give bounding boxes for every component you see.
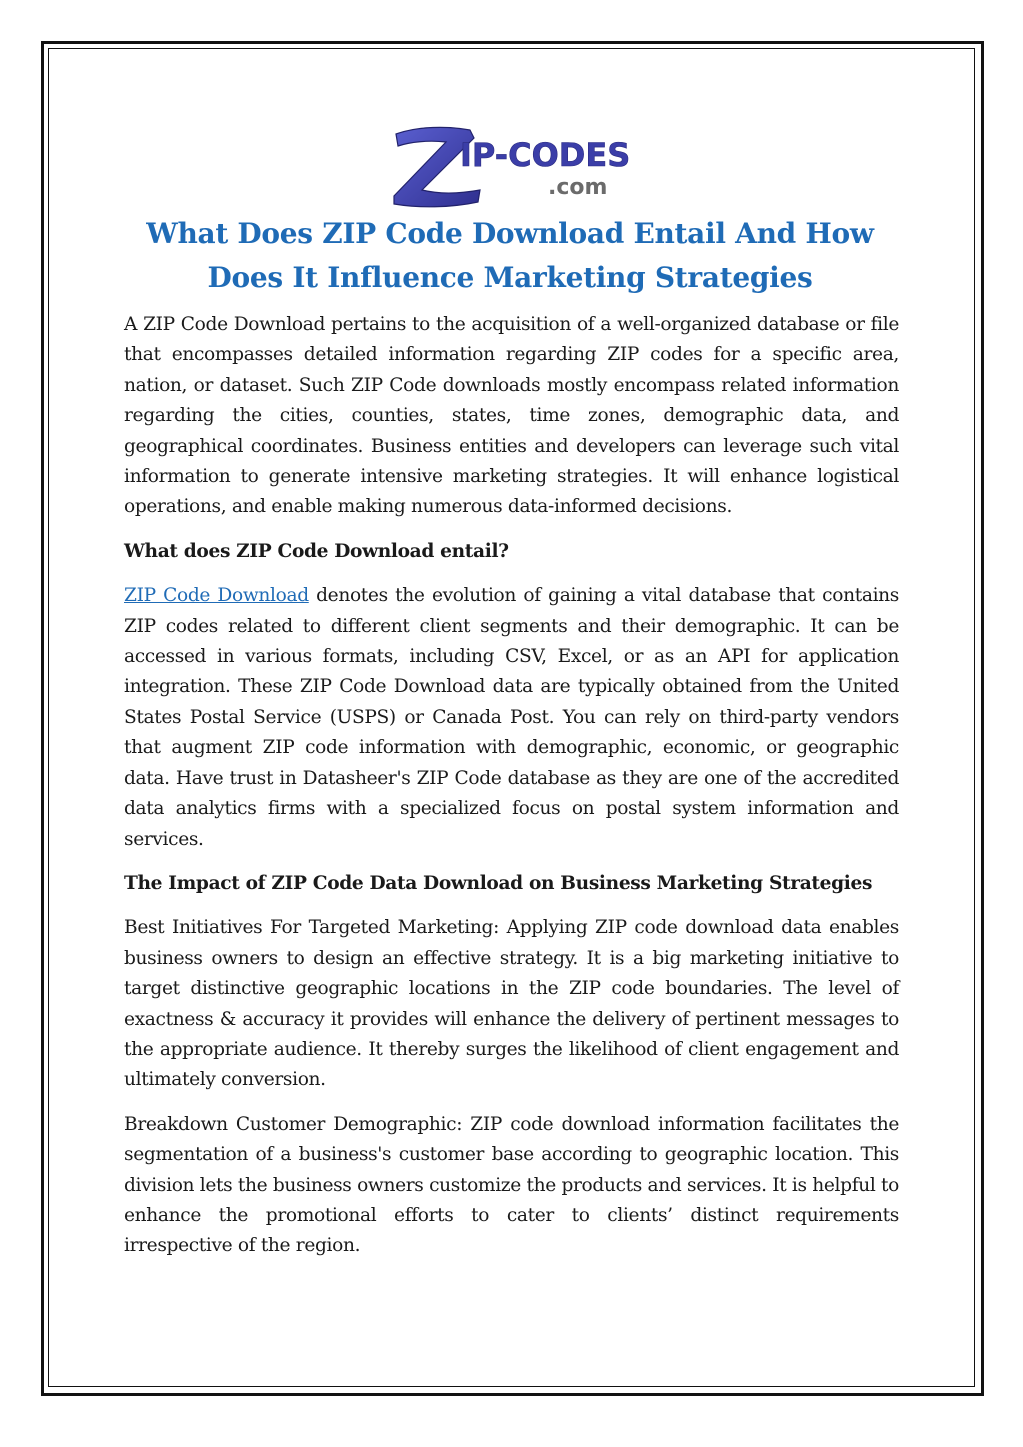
targeted-marketing-paragraph: Best Initiatives For Targeted Marketing: Applying ZIP code download data enables business owners to design an effective strategy. It is a big marketing initiative to target distinctive geographic locations in the ZIP code boundaries. The level of exactness & accuracy it provides will enhance the delivery of pertinent messages to the appropriate audience. It thereby surges the likelihood of client engagement and ultimately conversion.: [124, 917, 899, 1091]
intro-paragraph: A ZIP Code Download pertains to the acquisition of a well-organized database or file that encompasses detailed information regarding ZIP codes for a specific area, nation, or dataset. Such ZIP Code downloads mostly encompass related information regarding the cities, counties, states, time zones, demographic data, and geographical coordinates. Business entities and developers can leverage such vital information to generate intensive marketing strategies. It will enhance logistical operations, and enable making numerous data-informed decisions.: [124, 314, 899, 518]
section-heading-entail: What does ZIP Code Download entail?: [124, 540, 509, 562]
page-title: What Does ZIP Code Download Entail And How Does It Influence Marketing Strategies: [146, 217, 874, 294]
entail-paragraph-text: denotes the evolution of gaining a vital database that contains ZIP codes related to different client segments and their demographic. It can be accessed in various formats, including CSV, Excel, or as an API for application integration. These ZIP Code Download data are typically obtained from the United States Postal Service (USPS) or Canada Post. You can rely on third-party vendors that augment ZIP code information with demographic, economic, or geographic data. Have trust in Datasheer's ZIP Code database as they are one of the accredited data analytics firms with a specialized focus on postal system information and services.: [124, 585, 899, 850]
section-heading-impact: The Impact of ZIP Code Data Download on Business Marketing Strategies: [124, 872, 873, 894]
zip-codes-logo: [388, 120, 638, 212]
logo-sub-text: .com: [548, 175, 608, 200]
document-body: [124, 310, 899, 1276]
entail-paragraph: [124, 581, 899, 855]
logo-main-text: IP-CODES: [460, 136, 631, 174]
customer-demographic-paragraph: Breakdown Customer Demographic: ZIP code download information facilitates the segmentation of a business's customer base according to geographic location. This division lets the business owners customize the products and services. It is helpful to enhance the promotional efforts to cater to clients’ distinct requirements irrespective of the region.: [124, 1113, 899, 1257]
zip-code-download-link[interactable]: ZIP Code Download: [124, 585, 309, 607]
